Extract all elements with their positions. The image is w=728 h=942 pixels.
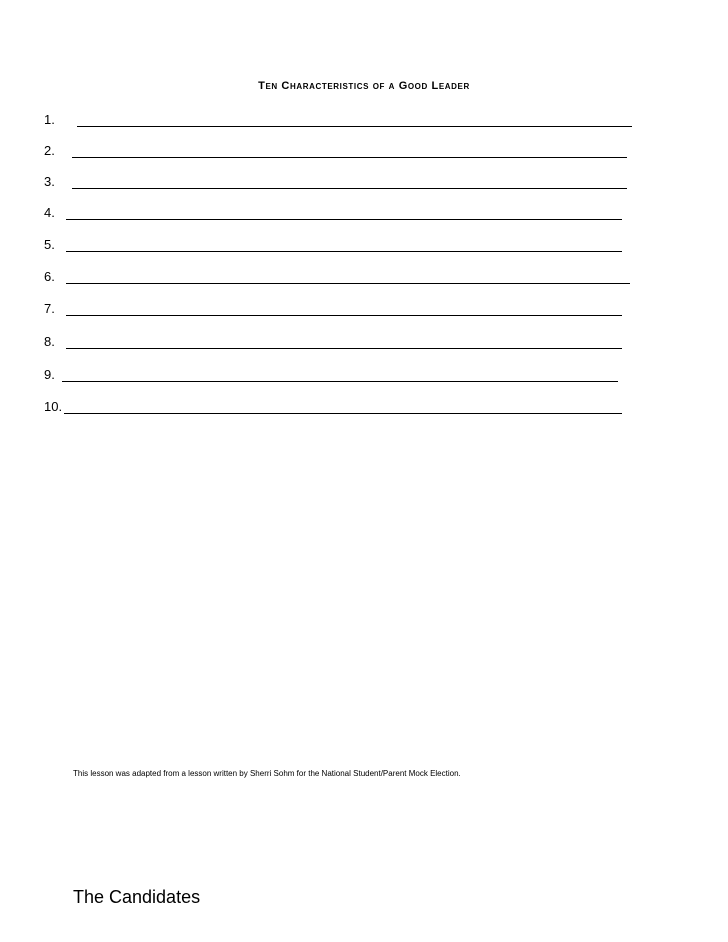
line-number: 8. xyxy=(44,334,55,349)
blank-line[interactable] xyxy=(72,188,627,189)
blank-line[interactable] xyxy=(77,126,632,127)
answer-line-4[interactable] xyxy=(44,204,644,222)
answer-line-6[interactable] xyxy=(44,268,644,286)
line-number: 5. xyxy=(44,237,55,252)
page-title: Ten Characteristics of a Good Leader xyxy=(258,80,470,92)
blank-line[interactable] xyxy=(72,157,627,158)
line-number: 7. xyxy=(44,301,55,316)
blank-line[interactable] xyxy=(66,315,622,316)
answer-line-8[interactable] xyxy=(44,333,644,351)
blank-line[interactable] xyxy=(64,413,622,414)
answer-line-3[interactable] xyxy=(44,173,644,191)
blank-line[interactable] xyxy=(62,381,618,382)
line-number: 6. xyxy=(44,269,55,284)
blank-line[interactable] xyxy=(66,283,630,284)
blank-line[interactable] xyxy=(66,348,622,349)
credit-note: This lesson was adapted from a lesson written by Sherri Sohm for the National Student/Parent Mock Election. xyxy=(73,769,461,778)
next-section-heading: The Candidates xyxy=(73,887,201,907)
answer-line-10[interactable] xyxy=(44,398,644,416)
blank-line[interactable] xyxy=(66,219,622,220)
line-number: 2. xyxy=(44,143,55,158)
answer-line-7[interactable] xyxy=(44,300,644,318)
answer-line-1[interactable] xyxy=(44,111,644,129)
line-number: 1. xyxy=(44,112,55,127)
answer-line-2[interactable] xyxy=(44,142,644,160)
answer-line-5[interactable] xyxy=(44,236,644,254)
line-number: 10. xyxy=(44,399,63,414)
line-number: 4. xyxy=(44,205,55,220)
blank-line[interactable] xyxy=(66,251,622,252)
answer-line-9[interactable] xyxy=(44,366,644,384)
line-number: 3. xyxy=(44,174,55,189)
line-number: 9. xyxy=(44,367,55,382)
